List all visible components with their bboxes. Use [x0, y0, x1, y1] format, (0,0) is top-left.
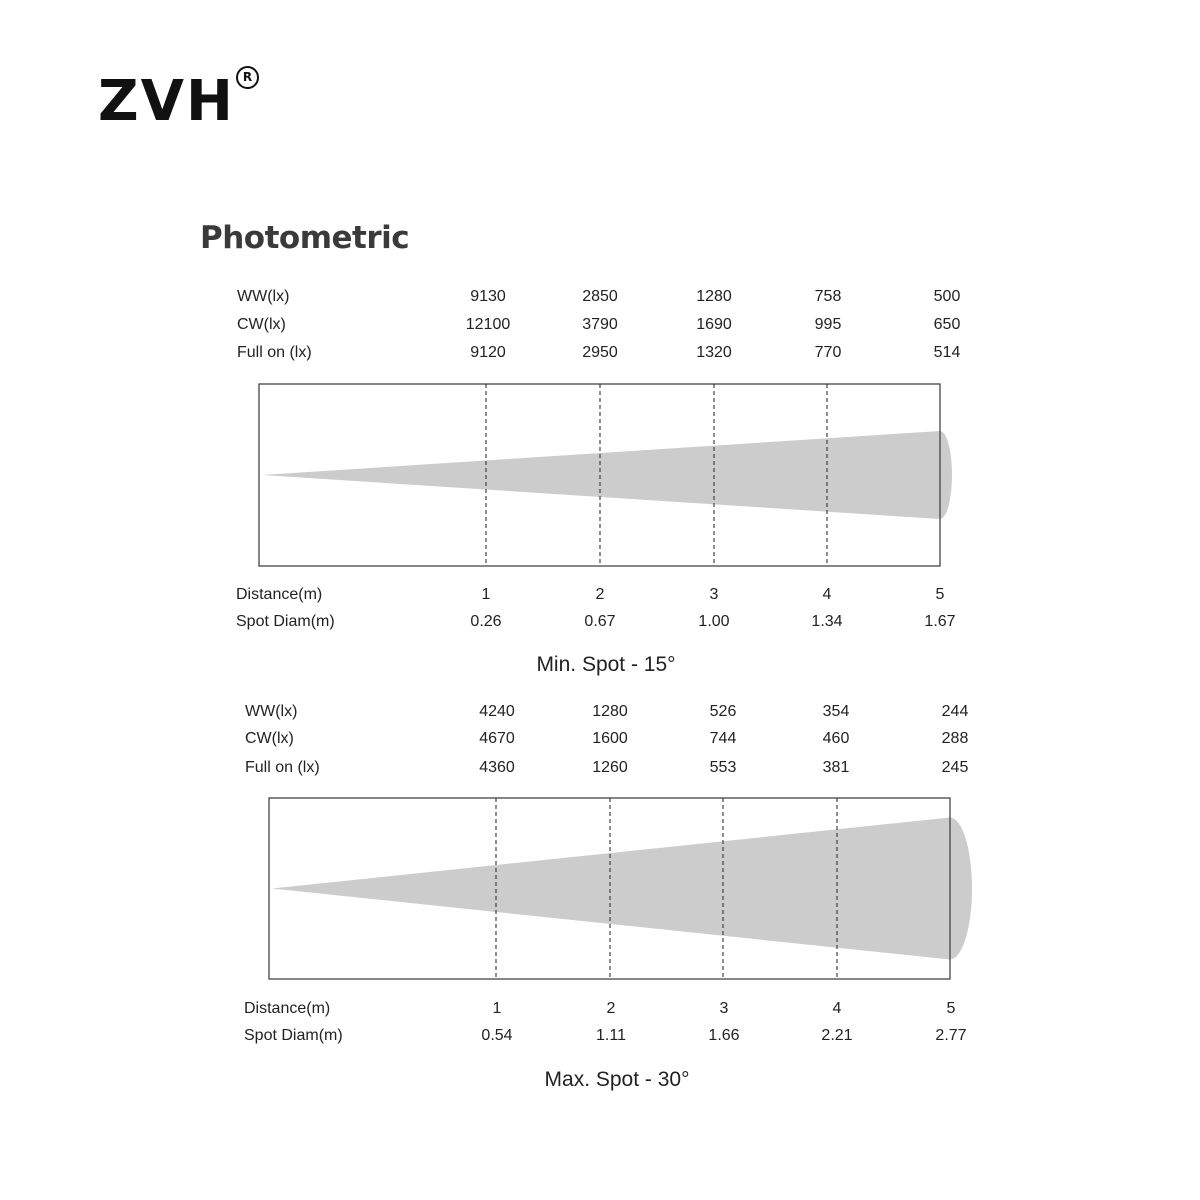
spot-diam-value: 1.00	[698, 613, 730, 630]
distance-label: Distance(m)	[244, 1000, 331, 1017]
lux-value: 553	[709, 759, 737, 776]
lux-value: 4360	[479, 759, 515, 776]
distance-label: Distance(m)	[236, 586, 323, 603]
lux-value: 354	[822, 703, 850, 720]
lux-value: 1280	[696, 288, 732, 305]
lux-value: 381	[822, 759, 850, 776]
lux-value: 9130	[470, 288, 506, 305]
lux-value: 4240	[479, 703, 515, 720]
row-label: WW(lx)	[245, 703, 298, 720]
row-label: CW(lx)	[245, 730, 294, 747]
spot-diam-value: 1.67	[924, 613, 956, 630]
lux-value: 1690	[696, 316, 732, 333]
distance-value: 1	[481, 586, 491, 603]
distance-value: 4	[832, 1000, 842, 1017]
lux-value: 1260	[592, 759, 628, 776]
row-label: CW(lx)	[237, 316, 286, 333]
lux-value: 9120	[470, 344, 506, 361]
spot-diam-value: 1.34	[811, 613, 843, 630]
registered-mark-icon: R	[236, 66, 259, 89]
spot-diam-value: 0.67	[584, 613, 616, 630]
page-title: Photometric	[200, 220, 410, 256]
spot-diam-value: 1.66	[708, 1027, 740, 1044]
spot-diam-value: 2.77	[935, 1027, 967, 1044]
lux-value: 288	[941, 730, 969, 747]
chart-caption: Min. Spot - 15°	[536, 653, 676, 676]
spot-diam-value: 0.26	[470, 613, 502, 630]
lux-value: 460	[822, 730, 850, 747]
lux-value: 1280	[592, 703, 628, 720]
lux-value: 1600	[592, 730, 628, 747]
spot-diam-value: 1.11	[596, 1027, 626, 1044]
beam-cone	[272, 818, 972, 960]
spot-diam-label: Spot Diam(m)	[244, 1027, 343, 1044]
distance-value: 5	[946, 1000, 956, 1017]
spot-diam-value: 2.21	[821, 1027, 853, 1044]
lux-value: 526	[709, 703, 737, 720]
spot-diam-value: 0.54	[481, 1027, 513, 1044]
row-label: Full on (lx)	[245, 759, 320, 776]
distance-value: 5	[935, 586, 945, 603]
lux-value: 995	[814, 316, 842, 333]
lux-value: 500	[933, 288, 961, 305]
distance-value: 2	[606, 1000, 616, 1017]
lux-value: 1320	[696, 344, 732, 361]
distance-value: 4	[822, 586, 832, 603]
lux-value: 3790	[582, 316, 618, 333]
lux-value: 4670	[479, 730, 515, 747]
lux-value: 650	[933, 316, 961, 333]
lux-value: 2850	[582, 288, 618, 305]
lux-value: 244	[941, 703, 969, 720]
distance-value: 3	[719, 1000, 729, 1017]
chart-caption: Max. Spot - 30°	[544, 1068, 690, 1091]
spot-diam-label: Spot Diam(m)	[236, 613, 335, 630]
brand-logo: ZVH	[98, 69, 235, 134]
lux-value: 245	[941, 759, 969, 776]
row-label: Full on (lx)	[237, 344, 312, 361]
distance-value: 1	[492, 1000, 502, 1017]
lux-value: 514	[933, 344, 961, 361]
lux-value: 770	[814, 344, 842, 361]
lux-value: 2950	[582, 344, 618, 361]
distance-value: 2	[595, 586, 605, 603]
row-label: WW(lx)	[237, 288, 290, 305]
distance-value: 3	[709, 586, 719, 603]
lux-value: 12100	[465, 316, 511, 333]
lux-value: 744	[709, 730, 737, 747]
lux-value: 758	[814, 288, 842, 305]
